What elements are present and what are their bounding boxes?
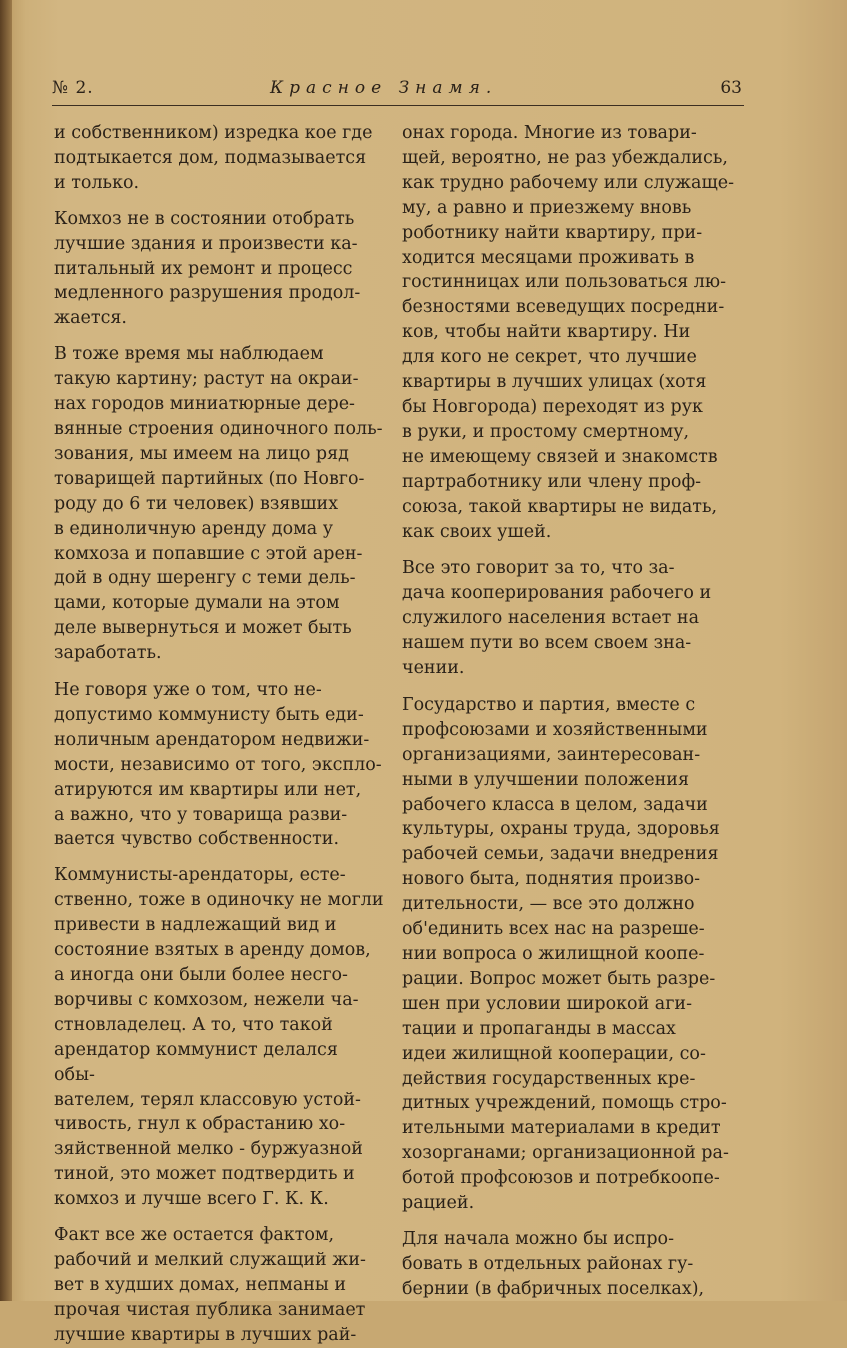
left-paragraph-6: Факт все же остается фактом, рабочий и мелкий служащий жи- вет в худших домах, непманы и прочая чистая публика занимает лучшие квартиры в лучших рай- <box>54 1225 366 1345</box>
left-paragraph-3: В тоже время мы наблюдаем такую картину; растут на окраи- нах городов миниатюрные дере- вянные строения одиночного поль- зования, мы имеем на лицо ряд товарищей партийных (по Новго- роду до 6 ти человек) взявших в единоличную аренду дома у комхоза и попавшие с этой арен- дой в одну шеренгу с теми дель- цами, которые думали на этом деле вывернуться и может быть заработать. <box>54 344 383 664</box>
left-paragraph-2: Комхоз не в состоянии отобрать лучшие здания и произвести ка- питальный их ремонт и процесс медленного разрушения продол- жается. <box>54 208 361 329</box>
left-paragraph-4: Не говоря уже о том, что не- допустимо коммунисту быть еди- ноличным арендатором недвижи- мости, независимо от того, экспло- атируются им квартиры или нет, а важно, что у товарища разви- вается чувство собственности. <box>54 680 382 850</box>
journal-title: Красное Знамя. <box>270 78 498 98</box>
right-paragraph-1: онах города. Многие из товари- щей, вероятно, не раз убеждались, как трудно рабочему или служаще- му, а равно и приезжему вновь роботнику найти квартиру, при- ходится месяцами проживать в гостинницах или пользоваться лю- безностями всеведущих посредни- ков, чтобы найти квартиру. Ни для кого не секрет, что лучшие квартиры в лучших улицах (хотя бы Новгорода) переходят из рук в руки, и простому смертному, не имеющему связей и знакомств партработнику или члену проф- союза, такой квартиры не видать, как своих ушей. <box>402 123 734 542</box>
issue-number: № 2. <box>52 78 94 98</box>
right-paragraph-4: Для начала можно бы испро- бовать в отдельных районах гу- бернии (в фабричных поселках), <box>402 1228 705 1299</box>
header-rule <box>52 105 744 106</box>
right-paragraph-2: Все это говорит за то, что за- дача кооперирования рабочего и служилого населения встает на нашем пути во всем своем зна- чении. <box>402 558 712 679</box>
page-number: 63 <box>720 78 742 98</box>
page-spine-edge <box>0 0 12 1301</box>
right-column <box>402 121 760 1302</box>
left-paragraph-1: и собственником) изредка кое где подтыкается дом, подмазывается и только. <box>54 123 373 193</box>
right-paragraph-3: Государство и партия, вместе с профсоюзами и хозяйственными организациями, заинтересован- ными в улучшении положения рабочего класса в целом, задачи культуры, охраны труда, здоровья рабочей семьи, задачи внедрения нового быта, поднятия произво- дительности, — все это должно об'единить всех нас на разреше- нии вопроса о жилищной коопе- рации. Вопрос может быть разре- шен при условии широкой аги- тации и пропаганды в массах идеи жилищной кооперации, со- действия государственных кре- дитных учреждений, помощь стро- ительными материалами в кредит хозорганами; организационной ра- ботой профсоюзов и потребкоопе- рацией. <box>402 694 729 1214</box>
left-column <box>54 121 384 1348</box>
running-header <box>52 76 742 104</box>
left-paragraph-5: Коммунисты-арендаторы, есте- ственно, тоже в одиночку не могли привести в надлежащий вид и состояние взятых в аренду домов, а иногда они были более несго- ворчивы с комхозом, нежели ча- стновладелец. А то, что такой арендатор коммунист делался обы- вателем, терял классовую устой- чивость, гнул к обрастанию хо- зяйственной мелко - буржуазной тиной, это может подтвердить и комхоз и лучше всего Г. К. К. <box>54 865 384 1210</box>
